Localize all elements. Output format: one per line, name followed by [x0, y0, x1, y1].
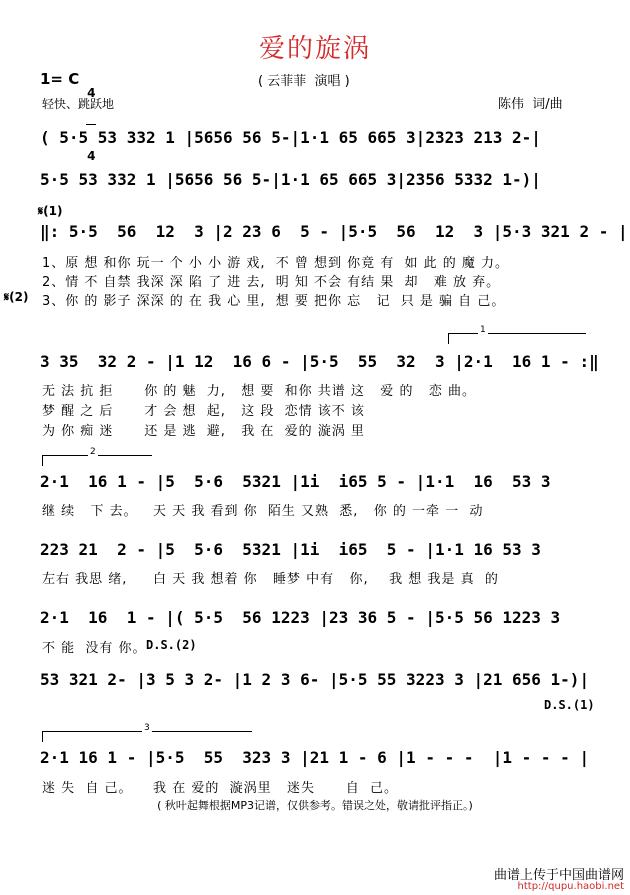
- dal-segno-2-mark: D.S.(2): [146, 638, 197, 652]
- notation-row-8: 53 321 2- |3 5 3 2- |1 2 3 6- |5·5 55 3223 3 |21 656 1-)|: [40, 670, 590, 689]
- lyric-row-3-verse-2: 2、情 不 自禁 我深 深 陷 了 进 去, 明 知 不会 有结 果 却 难 放 弃。: [42, 275, 501, 290]
- notation-row-6: 223 21 2 - |5 5·6 5321 |1i i65 5 - |1·1 16 53 3: [40, 540, 541, 559]
- singer-credit: ( 云菲菲 演唱 ): [258, 74, 350, 89]
- key-signature: 1= C: [40, 70, 80, 88]
- site-credit: 曲谱上传于中国曲谱网: [493, 868, 624, 883]
- song-title: 爱的旋涡: [258, 34, 371, 64]
- author-credit: 陈伟 词/曲: [498, 97, 563, 112]
- volta-3-number: 3: [144, 723, 150, 733]
- transcriber-note: ( 秋叶起舞根据MP3记谱，仅供参考。错误之处，敬请批评指正。): [157, 799, 473, 812]
- volta-1-bracket: [448, 325, 586, 342]
- lyric-row-6: 左右 我思 绪, 白 天 我 想着 你 睡梦 中有 你, 我 想 我是 真 的: [42, 572, 499, 587]
- notation-row-5: 2·1 16 1 - |5 5·6 5321 |1i i65 5 - |1·1 16 53 3: [40, 472, 551, 491]
- notation-row-9: 2·1 16 1 - |5·5 55 323 3 |21 1 - 6 |1 - - - |1 - - - |: [40, 748, 590, 767]
- dal-segno-1-mark: D.S.(1): [544, 698, 595, 712]
- lyric-row-4-verse-3: 为 你 痴 迷 还 是 逃 避, 我 在 爱的 漩涡 里: [42, 424, 365, 439]
- volta-1-number: 1: [480, 325, 486, 335]
- lyric-row-3-verse-1: 1、原 想 和你 玩一 个 小 小 游 戏, 不 曾 想到 你竟 有 如 此 的 魔 力。: [42, 256, 510, 271]
- volta-2-bracket: [42, 447, 152, 464]
- tempo-marking: 轻快、跳跃地: [42, 97, 115, 111]
- meter-top: 4: [87, 86, 96, 100]
- lyric-row-7: 不 能 没有 你。: [42, 641, 147, 656]
- volta-3-line: [42, 732, 43, 742]
- lyric-row-9: 迷 失 自 己。 我 在 爱的 漩涡里 迷失 自 己。: [42, 781, 399, 796]
- notation-row-7: 2·1 16 1 - |( 5·5 56 1223 |23 36 5 - |5·5 56 1223 3: [40, 608, 561, 627]
- volta-2-line: [42, 456, 43, 466]
- segno-1-mark: 𝄋(1): [38, 204, 63, 218]
- volta-2-number: 2: [90, 447, 96, 457]
- notation-row-4: 3 35 32 2 - |1 12 16 6 - |5·5 55 32 3 |2·1 16 1 - :‖: [40, 352, 599, 371]
- notation-row-1: ( 5·5 53 332 1 |5656 56 5-|1·1 65 665 3|2323 213 2-|: [40, 128, 541, 147]
- lyric-row-3-verse-3: 3、你 的 影子 深深 的 在 我 心 里, 想 要 把你 忘 记 只 是 骗 自 己。: [42, 294, 506, 309]
- segno-2-mark: 𝄋(2): [4, 290, 29, 304]
- time-signature: [83, 63, 100, 186]
- lyric-row-4-verse-1: 无 法 抗 拒 你 的 魅 力, 想 要 和你 共谱 这 爱 的 恋 曲。: [42, 384, 476, 399]
- volta-3-bracket: [42, 723, 252, 740]
- lyric-row-4-verse-2: 梦 醒 之 后 才 会 想 起, 这 段 恋情 该不 该: [42, 404, 365, 419]
- meter-bottom: 4: [87, 149, 96, 163]
- notation-row-3: ‖: 5·5 56 12 3 |2 23 6 5 - |5·5 56 12 3 |5·3 321 2 - |: [40, 222, 628, 241]
- notation-row-2: 5·5 53 332 1 |5656 56 5-|1·1 65 665 3|2356 5332 1-)|: [40, 170, 541, 189]
- volta-1-line: [448, 334, 449, 344]
- site-url: http://qupu.haobi.net: [517, 881, 624, 892]
- lyric-row-5: 继 续 下 去。 天 天 我 看到 你 陌生 又熟 悉, 你 的 一牵 一 动: [42, 504, 484, 519]
- meter-divider: [86, 124, 96, 125]
